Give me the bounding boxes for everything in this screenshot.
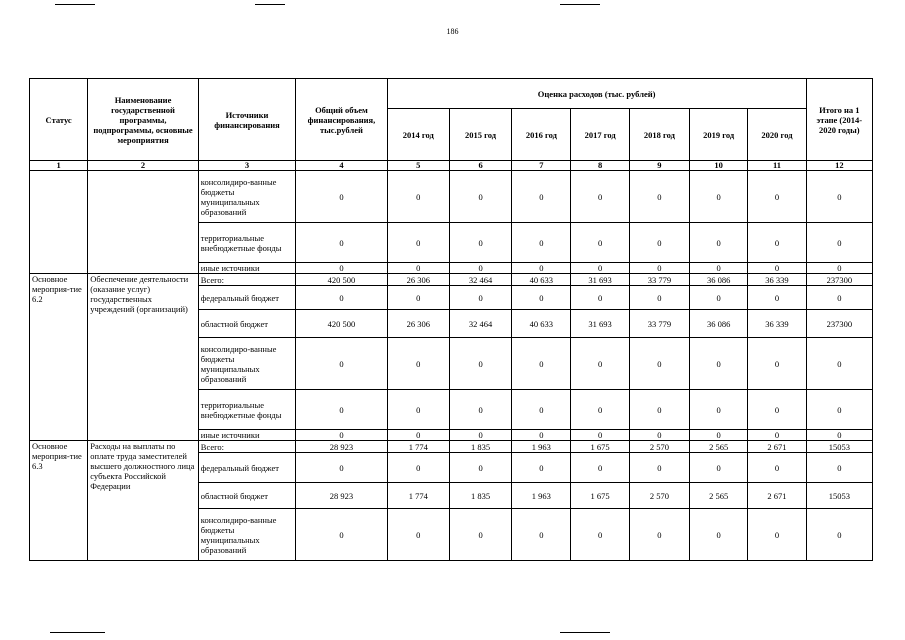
header-year: 2015 год: [449, 109, 511, 161]
header-year: 2019 год: [690, 109, 748, 161]
header-year: 2014 год: [387, 109, 449, 161]
value-cell: 1 963: [512, 483, 571, 509]
value-cell: 1 675: [571, 483, 629, 509]
column-number: 6: [449, 161, 511, 171]
column-number: 5: [387, 161, 449, 171]
value-cell: 0: [296, 338, 387, 390]
value-cell: 31 693: [571, 274, 629, 286]
value-cell: 0: [296, 263, 387, 274]
value-cell: 0: [296, 430, 387, 441]
value-cell: 420 500: [296, 274, 387, 286]
value-cell: 0: [512, 171, 571, 223]
value-cell: 420 500: [296, 310, 387, 338]
table-row: [30, 274, 873, 286]
value-cell: 36 339: [748, 310, 806, 338]
value-cell: 15053: [806, 483, 872, 509]
value-cell: 0: [690, 509, 748, 561]
value-cell: 0: [629, 509, 689, 561]
program-cell-empty: [88, 171, 199, 274]
value-cell: 237300: [806, 310, 872, 338]
header-total: Общий объем финансирования, тыс.рублей: [296, 79, 387, 161]
value-cell: 0: [571, 509, 629, 561]
value-cell: 32 464: [449, 274, 511, 286]
value-cell: 0: [806, 223, 872, 263]
value-cell: 0: [296, 286, 387, 310]
column-number: 7: [512, 161, 571, 171]
value-cell: 0: [387, 263, 449, 274]
column-number: 9: [629, 161, 689, 171]
value-cell: 0: [449, 390, 511, 430]
header-year: 2020 год: [748, 109, 806, 161]
value-cell: 0: [296, 171, 387, 223]
value-cell: 0: [512, 453, 571, 483]
value-cell: 0: [387, 171, 449, 223]
value-cell: 0: [806, 338, 872, 390]
source-cell: Всего:: [198, 441, 295, 453]
source-cell: областной бюджет: [198, 483, 295, 509]
value-cell: 0: [512, 263, 571, 274]
value-cell: 237300: [806, 274, 872, 286]
value-cell: 0: [296, 509, 387, 561]
value-cell: 0: [748, 430, 806, 441]
value-cell: 36 086: [690, 310, 748, 338]
header-year: 2016 год: [512, 109, 571, 161]
value-cell: 0: [571, 338, 629, 390]
value-cell: 0: [571, 263, 629, 274]
value-cell: 0: [387, 223, 449, 263]
value-cell: 36 086: [690, 274, 748, 286]
financing-table: [29, 78, 873, 561]
value-cell: 0: [512, 286, 571, 310]
value-cell: 0: [571, 171, 629, 223]
value-cell: 0: [387, 338, 449, 390]
value-cell: 0: [806, 286, 872, 310]
value-cell: 0: [571, 453, 629, 483]
value-cell: 0: [748, 171, 806, 223]
value-cell: 2 671: [748, 483, 806, 509]
value-cell: 0: [296, 223, 387, 263]
value-cell: 0: [690, 171, 748, 223]
source-cell: территориальные внебюджетные фонды: [198, 223, 295, 263]
value-cell: 1 835: [449, 483, 511, 509]
header-sources: Источники финансирования: [198, 79, 295, 161]
value-cell: 0: [387, 453, 449, 483]
header-program: Наименование государственной программы, подпрограммы, основные мероприятия: [88, 79, 199, 161]
value-cell: 0: [806, 390, 872, 430]
header-status: Статус: [30, 79, 88, 161]
value-cell: 40 633: [512, 310, 571, 338]
value-cell: 0: [449, 509, 511, 561]
value-cell: 2 565: [690, 441, 748, 453]
value-cell: 28 923: [296, 441, 387, 453]
source-cell: федеральный бюджет: [198, 286, 295, 310]
value-cell: 40 633: [512, 274, 571, 286]
value-cell: 0: [629, 453, 689, 483]
source-cell: Всего:: [198, 274, 295, 286]
scan-artifact: [560, 4, 600, 5]
value-cell: 32 464: [449, 310, 511, 338]
column-number: 8: [571, 161, 629, 171]
value-cell: 0: [449, 453, 511, 483]
value-cell: 2 570: [629, 441, 689, 453]
value-cell: 0: [748, 390, 806, 430]
header-year: 2018 год: [629, 109, 689, 161]
value-cell: 0: [629, 223, 689, 263]
value-cell: 0: [690, 430, 748, 441]
value-cell: 15053: [806, 441, 872, 453]
value-cell: 0: [512, 390, 571, 430]
value-cell: 0: [806, 171, 872, 223]
value-cell: 0: [571, 286, 629, 310]
value-cell: 0: [571, 223, 629, 263]
scan-artifact: [560, 632, 610, 633]
value-cell: 1 675: [571, 441, 629, 453]
column-number: 12: [806, 161, 872, 171]
value-cell: 0: [449, 338, 511, 390]
value-cell: 0: [296, 453, 387, 483]
value-cell: 0: [690, 390, 748, 430]
scan-artifact: [255, 4, 285, 5]
column-number-row: [30, 161, 873, 171]
value-cell: 0: [387, 390, 449, 430]
table-body: [30, 171, 873, 561]
value-cell: 28 923: [296, 483, 387, 509]
value-cell: 0: [690, 286, 748, 310]
value-cell: 0: [387, 430, 449, 441]
value-cell: 26 306: [387, 310, 449, 338]
column-number: 4: [296, 161, 387, 171]
value-cell: 0: [806, 263, 872, 274]
value-cell: 1 835: [449, 441, 511, 453]
status-cell-empty: [30, 171, 88, 274]
value-cell: 0: [449, 223, 511, 263]
value-cell: 0: [806, 453, 872, 483]
value-cell: 0: [748, 223, 806, 263]
source-cell: консолидиро-ванные бюджеты муниципальных образований: [198, 338, 295, 390]
value-cell: 0: [629, 263, 689, 274]
value-cell: 0: [512, 338, 571, 390]
header-estimate: Оценка расходов (тыс. рублей): [387, 79, 806, 109]
program-name-cell: Расходы на выплаты по оплате труда заместителей высшего должностного лица субъекта Российской Федерации: [88, 441, 199, 561]
value-cell: 0: [449, 263, 511, 274]
value-cell: 1 774: [387, 441, 449, 453]
source-cell: консолидиро-ванные бюджеты муниципальных образований: [198, 509, 295, 561]
column-number: 2: [88, 161, 199, 171]
value-cell: 0: [512, 223, 571, 263]
value-cell: 0: [629, 390, 689, 430]
value-cell: 33 779: [629, 310, 689, 338]
value-cell: 1 963: [512, 441, 571, 453]
value-cell: 2 671: [748, 441, 806, 453]
value-cell: 0: [748, 338, 806, 390]
value-cell: 0: [449, 286, 511, 310]
value-cell: 0: [512, 509, 571, 561]
value-cell: 0: [690, 223, 748, 263]
value-cell: 26 306: [387, 274, 449, 286]
value-cell: 0: [748, 263, 806, 274]
value-cell: 0: [449, 430, 511, 441]
value-cell: 0: [690, 338, 748, 390]
value-cell: 0: [806, 509, 872, 561]
header-year: 2017 год: [571, 109, 629, 161]
value-cell: 0: [748, 509, 806, 561]
column-number: 10: [690, 161, 748, 171]
value-cell: 1 774: [387, 483, 449, 509]
status-cell: Основное мероприя-тие 6.3: [30, 441, 88, 561]
table-row: [30, 441, 873, 453]
page-number: 186: [446, 27, 459, 36]
column-number: 3: [198, 161, 295, 171]
value-cell: 2 565: [690, 483, 748, 509]
header-stage-total: Итого на 1 этапе (2014-2020 годы): [806, 79, 872, 161]
value-cell: 0: [748, 453, 806, 483]
value-cell: 33 779: [629, 274, 689, 286]
value-cell: 0: [571, 390, 629, 430]
value-cell: 0: [690, 453, 748, 483]
source-cell: территориальные внебюджетные фонды: [198, 390, 295, 430]
source-cell: иные источники: [198, 263, 295, 274]
program-name-cell: Обеспечение деятельности (оказание услуг) государственных учреждений (организаций): [88, 274, 199, 441]
value-cell: 0: [748, 286, 806, 310]
value-cell: 0: [571, 430, 629, 441]
value-cell: 36 339: [748, 274, 806, 286]
value-cell: 0: [387, 286, 449, 310]
scan-artifact: [50, 632, 105, 633]
value-cell: 0: [690, 263, 748, 274]
column-number: 11: [748, 161, 806, 171]
value-cell: 0: [629, 338, 689, 390]
value-cell: 2 570: [629, 483, 689, 509]
table-row: [30, 171, 873, 223]
table-header: [30, 79, 873, 171]
value-cell: 0: [296, 390, 387, 430]
source-cell: консолидиро-ванные бюджеты муниципальных образований: [198, 171, 295, 223]
status-cell: Основное мероприя-тие 6.2: [30, 274, 88, 441]
value-cell: 0: [629, 286, 689, 310]
source-cell: областной бюджет: [198, 310, 295, 338]
value-cell: 0: [629, 430, 689, 441]
value-cell: 0: [387, 509, 449, 561]
value-cell: 0: [629, 171, 689, 223]
value-cell: 0: [449, 171, 511, 223]
value-cell: 0: [512, 430, 571, 441]
column-number: 1: [30, 161, 88, 171]
source-cell: федеральный бюджет: [198, 453, 295, 483]
value-cell: 0: [806, 430, 872, 441]
value-cell: 31 693: [571, 310, 629, 338]
scan-artifact: [55, 4, 95, 5]
source-cell: иные источники: [198, 430, 295, 441]
